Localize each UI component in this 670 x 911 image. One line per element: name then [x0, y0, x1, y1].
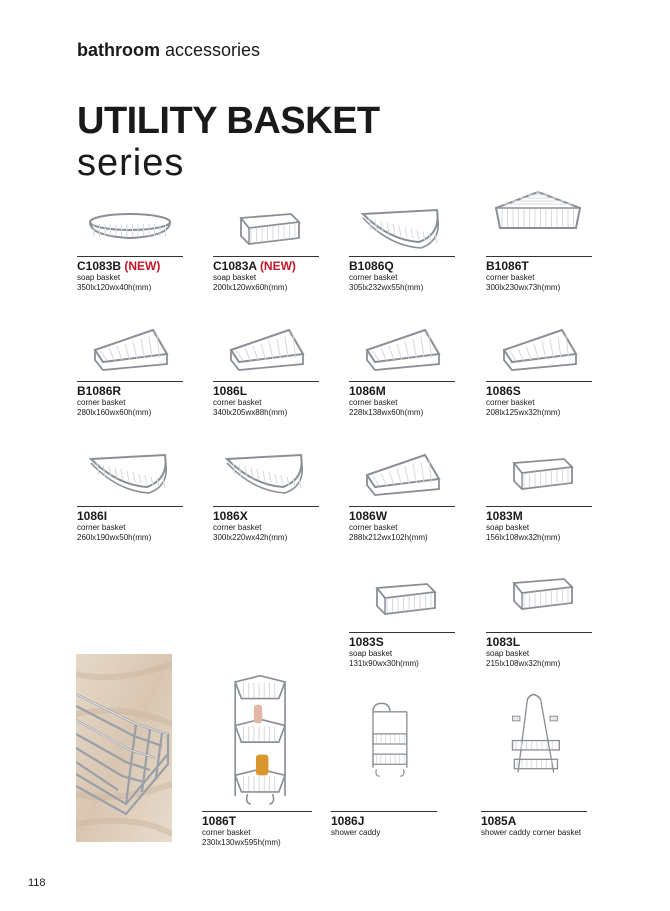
- product-dimensions: 350lx120wx40h(mm): [77, 283, 152, 292]
- product-code-text: 1086X: [213, 509, 248, 523]
- product-code: [349, 509, 387, 523]
- page-subtitle: series: [77, 142, 185, 184]
- product-code: [486, 259, 529, 273]
- rect-soap-basket-icon: [213, 200, 319, 260]
- section-header: [77, 40, 260, 61]
- product-type: soap basket: [486, 523, 530, 532]
- product-divider: [77, 381, 183, 382]
- product-dimensions: 260lx190wx50h(mm): [77, 533, 152, 542]
- product-divider: [213, 506, 319, 507]
- product-code: [349, 259, 394, 273]
- product-dimensions: 305lx232wx55h(mm): [349, 283, 424, 292]
- wire-basket-closeup-photo: [76, 654, 172, 842]
- section-header-bold: bathroom: [77, 40, 160, 60]
- product-divider: [486, 256, 592, 257]
- product-code-text: 1085A: [481, 814, 517, 828]
- product-divider: [213, 256, 319, 257]
- corner-basket-icon: [213, 320, 319, 380]
- product-code-text: 1083L: [486, 635, 521, 649]
- product-type: corner basket: [77, 523, 126, 532]
- product-type: shower caddy corner basket: [481, 828, 582, 837]
- product-code: [481, 814, 516, 828]
- product-dimensions: 200lx120wx60h(mm): [213, 283, 288, 292]
- product-type: soap basket: [349, 649, 393, 658]
- product-code-text: C1083B: [77, 259, 122, 273]
- product-dimensions: 228lx138wx60h(mm): [349, 408, 424, 417]
- product-code: [202, 814, 236, 828]
- page-number: 118: [28, 877, 46, 889]
- product-divider: [213, 381, 319, 382]
- product-type: corner basket: [202, 828, 251, 837]
- product-type: soap basket: [77, 273, 121, 282]
- product-code: [213, 509, 248, 523]
- product-type: corner basket: [213, 398, 262, 407]
- product-divider: [77, 256, 183, 257]
- product-dimensions: 300lx220wx42h(mm): [213, 533, 288, 542]
- section-header-rest: accessories: [160, 40, 261, 60]
- product-type: corner basket: [213, 523, 262, 532]
- product-code: [213, 384, 247, 398]
- product-dimensions: 131lx90wx30h(mm): [349, 659, 419, 668]
- product-divider: [349, 632, 455, 633]
- product-divider: [349, 381, 455, 382]
- product-dimensions: 288lx212wx102h(mm): [349, 533, 428, 542]
- product-type: soap basket: [213, 273, 257, 282]
- product-dimensions: 156lx108wx32h(mm): [486, 533, 561, 542]
- oval-soap-basket-icon: [77, 200, 183, 260]
- product-divider: [486, 632, 592, 633]
- product-code-text: 1086S: [486, 384, 521, 398]
- new-badge: (NEW): [259, 259, 296, 273]
- product-code-text: 1083S: [349, 635, 384, 649]
- shower-caddy-icon: [331, 700, 437, 810]
- product-code: [486, 635, 520, 649]
- product-code-text: 1086L: [213, 384, 248, 398]
- product-code: [486, 384, 521, 398]
- three-tier-corner-basket-icon: [202, 668, 312, 810]
- product-code-text: C1083A: [213, 259, 257, 273]
- product-code-text: B1086R: [77, 384, 122, 398]
- product-code: [77, 384, 121, 398]
- product-dimensions: 230lx130wx595h(mm): [202, 838, 281, 847]
- product-code-text: 1083M: [486, 509, 523, 523]
- corner-basket-icon: [349, 445, 455, 505]
- corner-basket-icon: [77, 320, 183, 380]
- shower-caddy-corner-icon: [481, 688, 587, 810]
- product-code: [331, 814, 364, 828]
- product-code-text: B1086Q: [349, 259, 394, 273]
- product-code: [213, 259, 296, 273]
- quarter-corner-basket-icon: [77, 445, 183, 505]
- rect-soap-basket-icon: [486, 445, 592, 505]
- product-divider: [331, 811, 437, 812]
- new-badge: (NEW): [124, 259, 161, 273]
- quarter-corner-basket-icon: [349, 200, 455, 260]
- product-code-text: 1086W: [349, 509, 388, 523]
- product-type: corner basket: [349, 398, 398, 407]
- product-code: [349, 635, 384, 649]
- product-dimensions: 340lx205wx88h(mm): [213, 408, 288, 417]
- product-code: [77, 259, 160, 273]
- quarter-corner-basket-icon: [213, 445, 319, 505]
- product-dimensions: 208lx125wx32h(mm): [486, 408, 561, 417]
- product-divider: [349, 256, 455, 257]
- product-type: corner basket: [486, 273, 535, 282]
- product-type: corner basket: [77, 398, 126, 407]
- product-code-text: B1086T: [486, 259, 529, 273]
- product-divider: [202, 811, 312, 812]
- product-dimensions: 280lx160wx60h(mm): [77, 408, 152, 417]
- product-dimensions: 215lx108wx32h(mm): [486, 659, 561, 668]
- product-code: [486, 509, 523, 523]
- product-dimensions: 300lx230wx73h(mm): [486, 283, 561, 292]
- product-code-text: 1086M: [349, 384, 386, 398]
- product-code-text: 1086I: [77, 509, 108, 523]
- product-type: soap basket: [486, 649, 530, 658]
- product-code-text: 1086T: [202, 814, 237, 828]
- rect-soap-basket-icon: [486, 565, 592, 625]
- product-code-text: 1086J: [331, 814, 365, 828]
- product-type: shower caddy: [331, 828, 381, 837]
- product-divider: [349, 506, 455, 507]
- product-type: corner basket: [349, 273, 398, 282]
- corner-basket-icon: [486, 320, 592, 380]
- triangle-corner-basket-icon: [486, 190, 592, 250]
- product-divider: [486, 506, 592, 507]
- product-type: corner basket: [486, 398, 535, 407]
- rect-soap-basket-icon: [349, 570, 455, 630]
- corner-basket-icon: [349, 320, 455, 380]
- product-code: [349, 384, 386, 398]
- product-type: corner basket: [349, 523, 398, 532]
- product-divider: [486, 381, 592, 382]
- product-code: [77, 509, 107, 523]
- page-title: UTILITY BASKET: [77, 100, 380, 142]
- product-divider: [77, 506, 183, 507]
- product-divider: [481, 811, 587, 812]
